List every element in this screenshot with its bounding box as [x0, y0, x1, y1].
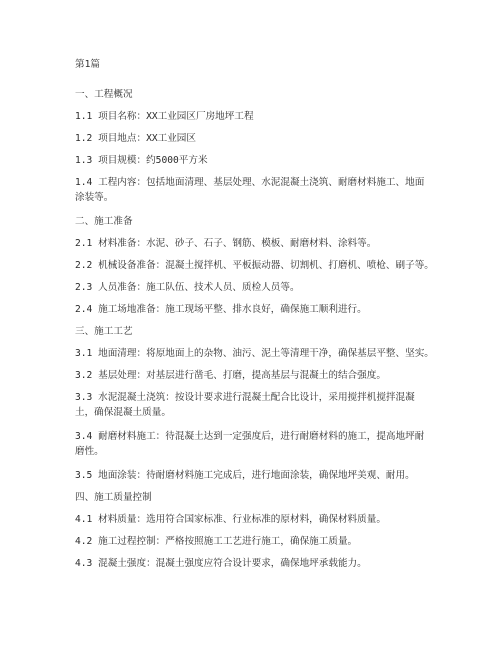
paragraph: 4.1 材料质量：选用符合国家标准、行业标准的原材料，确保材料质量。 — [75, 514, 386, 525]
paragraph: 3.2 基层处理：对基层进行凿毛、打磨，提高基层与混凝土的结合强度。 — [75, 370, 386, 381]
document-title: 第1篇 — [75, 59, 100, 70]
paragraph: 1.3 项目规模：约5000平方米 — [75, 155, 208, 166]
paragraph: 2.1 材料准备：水泥、砂子、石子、钢筋、模板、耐磨材料、涂料等。 — [75, 238, 377, 249]
section-heading: 二、施工准备 — [75, 216, 133, 227]
paragraph: 3.5 地面涂装：待耐磨材料施工完成后，进行地面涂装，确保地坪美观、耐用。 — [75, 470, 415, 481]
section-heading: 四、施工质量控制 — [75, 492, 152, 503]
paragraph: 4.3 混凝土强度：混凝土强度应符合设计要求，确保地坪承载能力。 — [75, 558, 367, 569]
section-heading: 三、施工工艺 — [75, 326, 133, 337]
paragraph: 2.2 机械设备准备：混凝土搅拌机、平板振动器、切割机、打磨机、喷枪、刷子等。 — [75, 260, 434, 271]
paragraph: 1.2 项目地点：XX工业园区 — [75, 133, 196, 144]
section-heading: 一、工程概况 — [75, 89, 133, 100]
paragraph: 1.1 项目名称：XX工业园区厂房地坪工程 — [75, 111, 254, 122]
paragraph: 3.3 水泥混凝土浇筑：按设计要求进行混凝土配合比设计，采用搅拌机搅拌混凝土，确保混凝土质量。 — [75, 392, 415, 418]
paragraph: 3.4 耐磨材料施工：待混凝土达到一定强度后，进行耐磨材料的施工，提高地坪耐磨性。 — [75, 431, 425, 457]
paragraph: 2.4 施工场地准备：施工现场平整、排水良好，确保施工顺利进行。 — [75, 304, 367, 315]
paragraph: 4.2 施工过程控制：严格按照施工工艺进行施工，确保施工质量。 — [75, 536, 358, 547]
paragraph: 3.1 地面清理：将原地面上的杂物、油污、泥土等清理干净，确保基层平整、坚实。 — [75, 348, 434, 359]
paragraph: 2.3 人员准备：施工队伍、技术人员、质检人员等。 — [75, 282, 300, 293]
paragraph: 1.4 工程内容：包括地面清理、基层处理、水泥混凝土浇筑、耐磨材料施工、地面涂装等。 — [75, 177, 425, 203]
